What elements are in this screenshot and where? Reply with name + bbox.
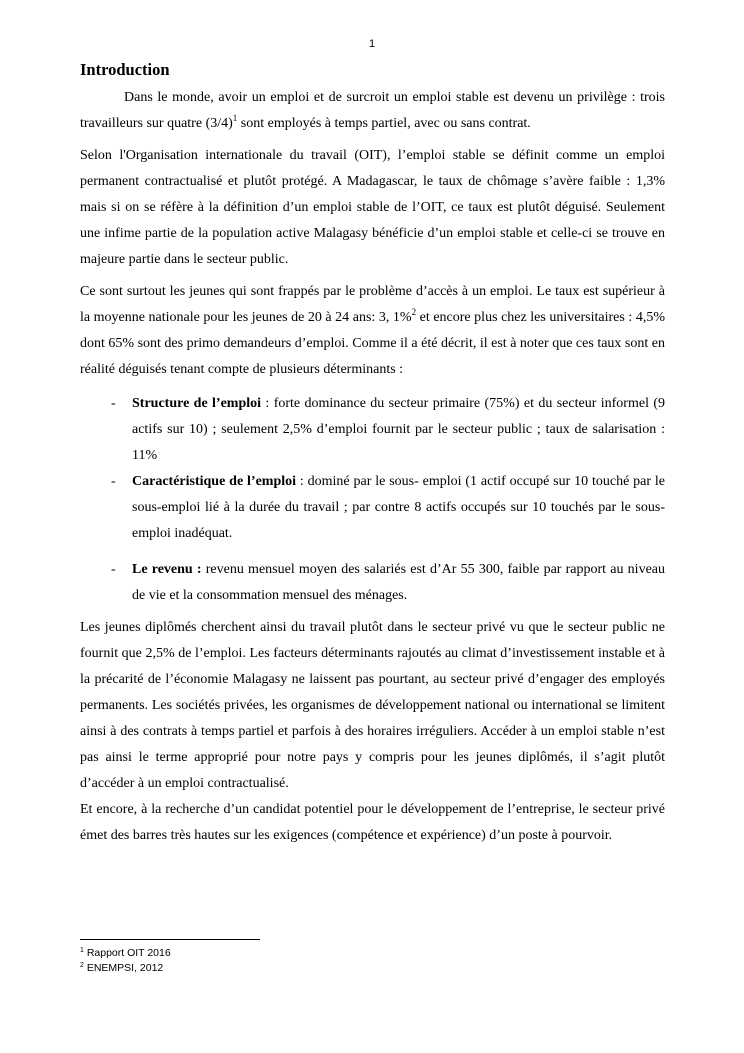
footnote-separator: [80, 939, 260, 940]
page-number: 1: [368, 38, 376, 50]
bullet-dash: -: [111, 396, 116, 411]
footnote-text: Rapport OIT 2016: [83, 947, 171, 959]
list-item-title: Le revenu :: [132, 562, 202, 577]
page-body: [80, 60, 665, 849]
determinants-list: [80, 391, 665, 609]
footnote-number: 1: [80, 947, 84, 954]
paragraph-2: Selon l'Organisation internationale du travail (OIT), l’emploi stable se définit comme un emploi permanent contractualisé et plutôt protégé. A Madagascar, le taux de chômage s’avère faible : 1,3% mais si on se réfère à la définition d’un emploi stable de l’OIT, ce taux est plutôt déguisé. Seulement une infime partie de la population active Malagasy bénéficie d’un emploi stable et celle-ci se trouve en majeure partie dans le secteur public.: [80, 148, 665, 267]
list-item-title: Structure de l’emploi: [132, 396, 262, 411]
footnote-number: 2: [80, 962, 84, 969]
bullet-dash: -: [111, 474, 116, 489]
paragraph-1: [80, 85, 665, 137]
list-item: [80, 469, 665, 547]
paragraph-5: Et encore, à la recherche d’un candidat potentiel pour le développement de l’entreprise, le secteur privé émet des barres très hautes sur les exigences (compétence et expérience) d’un poste à pourvoir.: [80, 802, 665, 843]
paragraph-3-text-a: Ce sont surtout les jeunes qui sont frappés par le problème d’accès à un emploi. Le taux est supérieur à la moyenne nationale pour les jeunes de 20 à 24 ans: 3, 1%: [80, 284, 665, 325]
footnote-ref-2[interactable]: 2: [411, 307, 417, 317]
footnote: [80, 946, 171, 961]
section-heading: Introduction: [80, 60, 170, 79]
footnote: [80, 961, 171, 976]
list-item-title: Caractéristique de l’emploi: [132, 474, 297, 489]
paragraph-3: [80, 279, 665, 383]
paragraph-1-text-b: sont employés à temps partiel, avec ou sans contrat.: [237, 116, 531, 131]
list-item-text: : dominé par le sous- emploi (1 actif occupé sur 10 touché par le sous-emploi lié à la durée du travail ; par contre 8 actifs occupés sur 10 touchés par le sous-emploi inadéquat.: [132, 474, 666, 541]
paragraph-3-text-b: et encore plus chez les universitaires : 4,5% dont 65% sont des primo demandeurs d’emploi. Comme il a été décrit, il est à noter que ces taux sont en réalité déguisés tenant compte de plusieurs déterminants :: [80, 310, 665, 377]
footnote-ref-1[interactable]: 1: [232, 113, 238, 123]
footnote-text: ENEMPSI, 2012: [83, 962, 164, 974]
bullet-dash: -: [111, 562, 116, 577]
paragraph-4: Les jeunes diplômés cherchent ainsi du travail plutôt dans le secteur privé vu que le secteur public ne fournit que 2,5% de l’emploi. Les facteurs déterminants rajoutés au climat d’investissement instable et à la précarité de l’économie Malagasy ne laissent pas pourtant, au secteur privé d’engager des employés permanents. Les sociétés privées, les organismes de développement national ou international se limitent ainsi à des contrats à temps partiel et parfois à des horaires irréguliers. Accéder à un emploi stable n’est pas ainsi le terme approprié pour notre pays y compris pour les jeunes diplômés, il s’agit plutôt d’accéder à un emploi contractualisé.: [80, 620, 665, 791]
list-item-text: : forte dominance du secteur primaire (75%) et du secteur informel (9 actifs sur 10) ; seulement 2,5% d’emploi fournit par le secteur public ; taux de salarisation : 11%: [132, 396, 666, 463]
list-item: [80, 391, 665, 469]
list-item-text: revenu mensuel moyen des salariés est d’Ar 55 300, faible par rapport au niveau de vie et la consommation mensuel des ménages.: [132, 562, 665, 603]
footnotes: [80, 946, 171, 976]
paragraph-1-text-a: Dans le monde, avoir un emploi et de surcroit un emploi stable est devenu un privilège : trois travailleurs sur quatre (3/4): [80, 90, 665, 131]
list-item: [80, 557, 665, 609]
